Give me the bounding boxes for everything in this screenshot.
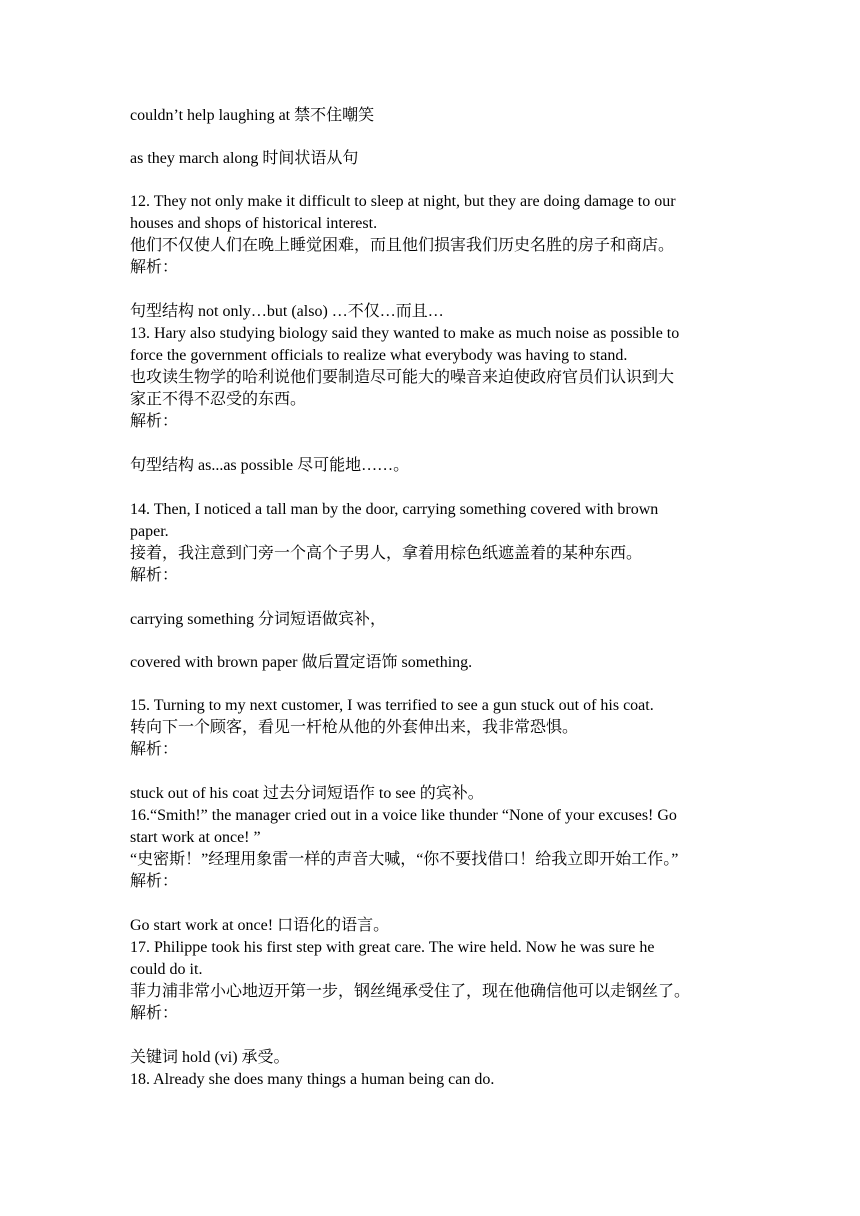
text-line: 他们不仅使人们在晚上睡觉困难，而且他们损害我们历史名胜的房子和商店。 — [130, 237, 675, 254]
text-line: Go start work at once! 口语化的语言。 — [130, 917, 390, 934]
text-line: 也攻读生物学的哈利说他们要制造尽可能大的噪音来迫使政府官员们认识到大 — [130, 369, 675, 386]
text-line: 16.“Smith!” the manager cried out in a voice like thunder “None of your excuses! Go — [130, 807, 677, 824]
text-line: “史密斯！”经理用象雷一样的声音大喊，“你不要找借口！给我立即开始工作。” — [130, 851, 679, 868]
text-line: 12. They not only make it difficult to sleep at night, but they are doing damage to our — [130, 193, 676, 210]
text-line: 解析： — [130, 741, 179, 758]
text-line: as they march along 时间状语从句 — [130, 150, 359, 167]
text-line: couldn’t help laughing at 禁不住嘲笑 — [130, 107, 375, 124]
text-line: 解析： — [130, 1005, 179, 1022]
text-line: covered with brown paper 做后置定语饰 something. — [130, 654, 473, 671]
text-line: 家正不得不忍受的东西。 — [130, 391, 307, 408]
text-line: could do it. — [130, 961, 203, 978]
text-line: 13. Hary also studying biology said they wanted to make as much noise as possible to — [130, 325, 680, 342]
text-line: carrying something 分词短语做宾补， — [130, 611, 386, 628]
text-line: 14. Then, I noticed a tall man by the door, carrying something covered with brown — [130, 501, 659, 518]
text-line: 句型结构 as...as possible 尽可能地……。 — [130, 457, 410, 474]
text-line: 解析： — [130, 413, 179, 430]
text-line: stuck out of his coat 过去分词短语作 to see 的宾补。 — [130, 785, 484, 802]
text-line: 解析： — [130, 259, 179, 276]
text-line: force the government officials to realize what everybody was having to stand. — [130, 347, 628, 364]
text-line: 句型结构 not only…but (also) …不仅…而且… — [130, 303, 444, 320]
text-line: 18. Already she does many things a human being can do. — [130, 1071, 495, 1088]
text-line: 17. Philippe took his first step with great care. The wire held. Now he was sure he — [130, 939, 655, 956]
text-line: 接着，我注意到门旁一个高个子男人，拿着用棕色纸遮盖着的某种东西。 — [130, 545, 643, 562]
text-line: 关键词 hold (vi) 承受。 — [130, 1049, 290, 1066]
text-line: 解析： — [130, 567, 179, 584]
text-line: 转向下一个顾客，看见一杆枪从他的外套伸出来，我非常恐惧。 — [130, 719, 579, 736]
text-line: houses and shops of historical interest. — [130, 215, 378, 232]
text-line: 菲力浦非常小心地迈开第一步，钢丝绳承受住了，现在他确信他可以走钢丝了。 — [130, 983, 691, 1000]
text-line: 15. Turning to my next customer, I was terrified to see a gun stuck out of his coat. — [130, 697, 654, 714]
text-line: start work at once! ” — [130, 829, 261, 846]
text-line: paper. — [130, 523, 169, 540]
text-line: 解析： — [130, 873, 179, 890]
